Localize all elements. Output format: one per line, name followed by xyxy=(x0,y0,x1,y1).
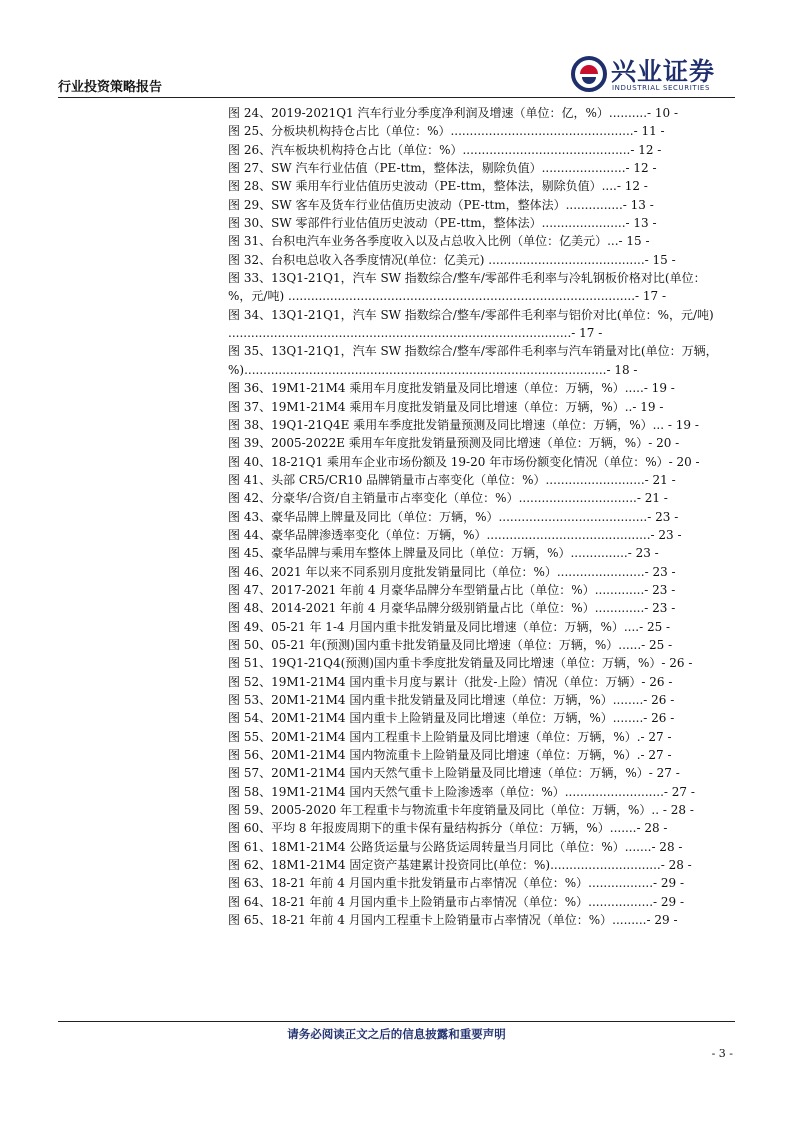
toc-entry[interactable]: 图 54、20M1-21M4 国内重卡上险销量及同比增速（单位：万辆，%）........- 26 - xyxy=(228,711,675,726)
figure-table-of-contents xyxy=(228,104,718,929)
footer-disclaimer: 请务必阅读正文之后的信息披露和重要声明 xyxy=(287,1027,506,1041)
toc-entry[interactable]: 图 42、分豪华/合资/自主销量市占率变化（单位：%）...............................- 21 - xyxy=(228,491,668,506)
toc-entry[interactable]: 图 43、豪华品牌上牌量及同比（单位：万辆，%）.......................................- 23 - xyxy=(228,509,679,524)
toc-entry[interactable]: 图 39、2005-2022E 乘用车年度批发销量预测及同比增速（单位：万辆，%）- 20 - xyxy=(228,436,680,451)
toc-entry[interactable]: 图 26、汽车板块机构持仓占比（单位：%）............................................- 12 - xyxy=(228,142,662,157)
toc-entry[interactable]: 图 52、19M1-21M4 国内重卡月度与累计（批发-上险）情况（单位：万辆）- 26 - xyxy=(228,674,673,689)
report-type-title: 行业投资策略报告 xyxy=(58,80,163,95)
toc-entry[interactable]: 图 33、13Q1-21Q1，汽车 SW 指数综合/整车/零部件毛利率与冷轧钢板价格对比(单位：%，元/吨) ...........................................................................................- 17 - xyxy=(228,271,706,304)
toc-entry[interactable]: 图 60、平均 8 年报废周期下的重卡保有量结构拆分（单位：万辆，%）.......- 28 - xyxy=(228,821,668,836)
toc-entry[interactable]: 图 56、20M1-21M4 国内物流重卡上险销量及同比增速（单位：万辆，%）.- 27 - xyxy=(228,748,672,763)
toc-entry[interactable]: 图 58、19M1-21M4 国内天然气重卡上险渗透率（单位：%）..........................- 27 - xyxy=(228,784,695,799)
toc-entry[interactable]: 图 62、18M1-21M4 固定资产基建累计投资同比(单位：%).............................- 28 - xyxy=(228,858,692,873)
toc-entry[interactable]: 图 45、豪华品牌与乘用车整体上牌量及同比（单位：万辆，%）...............- 23 - xyxy=(228,546,659,561)
toc-entry[interactable]: 图 35、13Q1-21Q1，汽车 SW 指数综合/整车/零部件毛利率与汽车销量对比(单位：万辆，%)...............................................................................................- 18 - xyxy=(228,344,718,377)
toc-entry[interactable]: 图 61、18M1-21M4 公路货运量与公路货运周转量当月同比（单位：%）.......- 28 - xyxy=(228,839,683,854)
toc-entry[interactable]: 图 50、05-21 年(预测)国内重卡批发销量及同比增速（单位：万辆，%）......- 25 - xyxy=(228,637,673,652)
header-divider xyxy=(58,97,735,98)
toc-entry[interactable]: 图 59、2005-2020 年工程重卡与物流重卡年度销量及同比（单位：万辆，%）.. - 28 - xyxy=(228,803,694,818)
toc-entry[interactable]: 图 49、05-21 年 1-4 月国内重卡批发销量及同比增速（单位：万辆，%）....- 25 - xyxy=(228,619,671,634)
toc-entry[interactable]: 图 63、18-21 年前 4 月国内重卡批发销量市占率情况（单位：%）.................- 29 - xyxy=(228,876,685,891)
toc-entry[interactable]: 图 36、19M1-21M4 乘用车月度批发销量及同比增速（单位：万辆，%）.....- 19 - xyxy=(228,381,675,396)
logo-english-name: INDUSTRIAL SECURITIES xyxy=(612,84,710,92)
toc-entry[interactable]: 图 25、分板块机构持仓占比（单位：%）................................................- 11 - xyxy=(228,124,665,139)
toc-entry[interactable]: 图 44、豪华品牌渗透率变化（单位：万辆，%）...........................................- 23 - xyxy=(228,527,682,542)
toc-entry[interactable]: 图 32、台积电总收入各季度情况(单位：亿美元) .........................................- 15 - xyxy=(228,252,676,267)
company-logo xyxy=(571,52,736,98)
toc-entry[interactable]: 图 37、19M1-21M4 乘用车月度批发销量及同比增速（单位：万辆，%）..- 19 - xyxy=(228,399,664,414)
toc-entry[interactable]: 图 31、台积电汽车业务各季度收入以及占总收入比例（单位：亿美元）...- 15 - xyxy=(228,234,650,249)
toc-entry[interactable]: 图 55、20M1-21M4 国内工程重卡上险销量及同比增速（单位：万辆，%）.- 27 - xyxy=(228,729,672,744)
toc-entry[interactable]: 图 24、2019-2021Q1 汽车行业分季度净利润及增速（单位：亿，%）..........- 10 - xyxy=(228,106,679,120)
toc-entry[interactable]: 图 30、SW 零部件行业估值历史波动（PE-ttm，整体法）......................- 13 - xyxy=(228,216,657,231)
toc-entry[interactable]: 图 27、SW 汽车行业估值（PE-ttm，整体法，剔除负值）......................- 12 - xyxy=(228,161,657,176)
toc-entry[interactable]: 图 40、18-21Q1 乘用车企业市场份额及 19-20 年市场份额变化情况（单位：%）- 20 - xyxy=(228,454,700,469)
toc-entry[interactable]: 图 41、头部 CR5/CR10 品牌销量市占率变化（单位：%）..........................- 21 - xyxy=(228,472,676,487)
page-number: - 3 - xyxy=(711,1047,733,1060)
toc-entry[interactable]: 图 28、SW 乘用车行业估值历史波动（PE-ttm，整体法，剔除负值）....- 12 - xyxy=(228,179,648,194)
toc-entry[interactable]: 图 53、20M1-21M4 国内重卡批发销量及同比增速（单位：万辆，%）........- 26 - xyxy=(228,693,675,707)
toc-entry[interactable]: 图 64、18-21 年前 4 月国内重卡上险销量市占率情况（单位：%）.................- 29 - xyxy=(228,894,685,909)
toc-entry[interactable]: 图 65、18-21 年前 4 月国内工程重卡上险销量市占率情况（单位：%）.........- 29 - xyxy=(228,913,678,928)
logo-emblem-icon xyxy=(571,56,607,92)
toc-entry[interactable]: 图 34、13Q1-21Q1，汽车 SW 指数综合/整车/零部件毛利率与铝价对比(单位：%，元/吨) ..........................................................................................- 17 - xyxy=(228,307,714,341)
toc-entry[interactable]: 图 38、19Q1-21Q4E 乘用车季度批发销量预测及同比增速（单位：万辆，%）... - 19 - xyxy=(228,417,699,432)
toc-entry[interactable]: 图 29、SW 客车及货车行业估值历史波动（PE-ttm，整体法）...............- 13 - xyxy=(228,197,654,212)
toc-entry[interactable]: 图 46、2021 年以来不同系别月度批发销量同比（单位：%）.......................- 23 - xyxy=(228,564,676,579)
footer-divider xyxy=(58,1021,735,1022)
toc-entry[interactable]: 图 47、2017-2021 年前 4 月豪华品牌分车型销量占比（单位：%）.............- 23 - xyxy=(228,582,676,597)
logo-name: 兴业证券 xyxy=(611,57,716,86)
toc-entry[interactable]: 图 57、20M1-21M4 国内天然气重卡上险销量及同比增速（单位：万辆，%）- 27 - xyxy=(228,766,680,781)
toc-entry[interactable]: 图 51、19Q1-21Q4(预测)国内重卡季度批发销量及同比增速（单位：万辆，%）- 26 - xyxy=(228,656,693,671)
toc-entry[interactable]: 图 48、2014-2021 年前 4 月豪华品牌分级别销量占比（单位：%）.............- 23 - xyxy=(228,601,676,616)
